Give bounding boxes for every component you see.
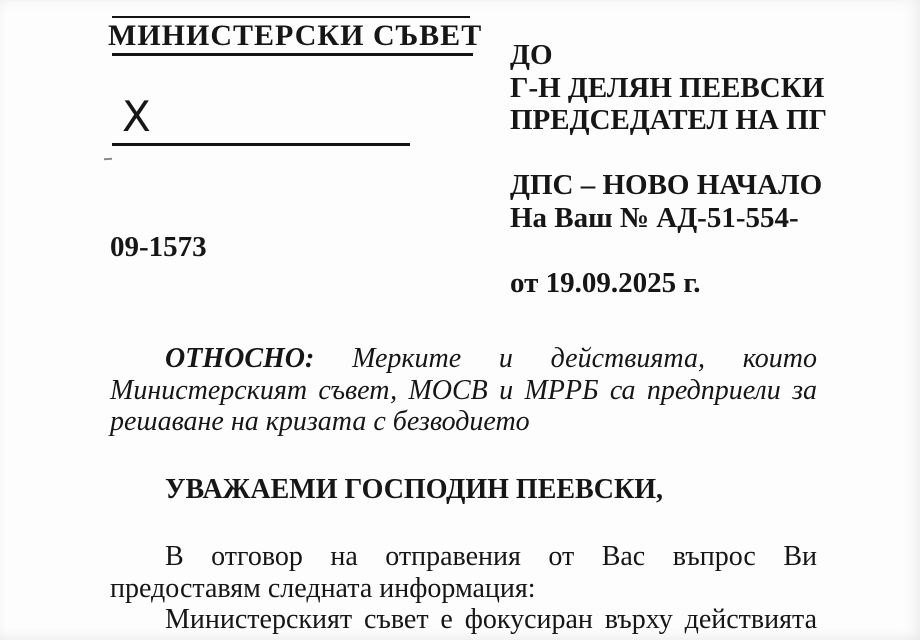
recipient-line-blank-2 [510, 235, 840, 268]
recipient-line-ref-number: На Ваш № АД-51-554- [510, 201, 799, 234]
signature-x-placeholder: X [122, 92, 151, 141]
org-name-title: МИНИСТЕРСКИ СЪВЕТ [108, 19, 483, 52]
scan-artifact-mark [104, 158, 112, 161]
recipient-line-to: ДО [510, 39, 553, 71]
subject-paragraph [110, 343, 817, 438]
recipient-line-blank [510, 137, 840, 170]
body-para2-line1: Министерският съвет е фокусиран върху действията [165, 604, 817, 635]
ref-number-wrap: 09-1573 [110, 231, 207, 263]
subject-line-1-text: Мерките и действията, които [352, 343, 817, 374]
signature-line [112, 143, 410, 146]
recipient-address-block [510, 39, 840, 300]
subject-line-1 [110, 343, 817, 375]
recipient-line-name: Г-Н ДЕЛЯН ПЕЕВСКИ [510, 71, 825, 104]
letterhead-rule-bottom [112, 53, 473, 56]
recipient-line-party: ДПС – НОВО НАЧАЛО [510, 169, 823, 202]
subject-line-3: решаване на кризата с безводието [110, 406, 530, 437]
body-paragraphs [110, 541, 817, 636]
letterhead-rule-top [112, 16, 470, 18]
body-para1-line1: В отговор на отправения от Вас въпрос Ви [165, 541, 817, 572]
salutation: УВАЖАЕМИ ГОСПОДИН ПЕЕВСКИ, [165, 474, 664, 505]
body-para1-line2: предоставям следната информация: [110, 572, 536, 604]
subject-line-2: Министерският съвет, МОСВ и МРРБ са предприели за [110, 374, 817, 406]
recipient-line-date: от 19.09.2025 г. [510, 267, 701, 300]
recipient-line-title: ПРЕДСЕДАТЕЛ НА ПГ [510, 104, 828, 137]
subject-label: ОТНОСНО: [165, 343, 315, 374]
